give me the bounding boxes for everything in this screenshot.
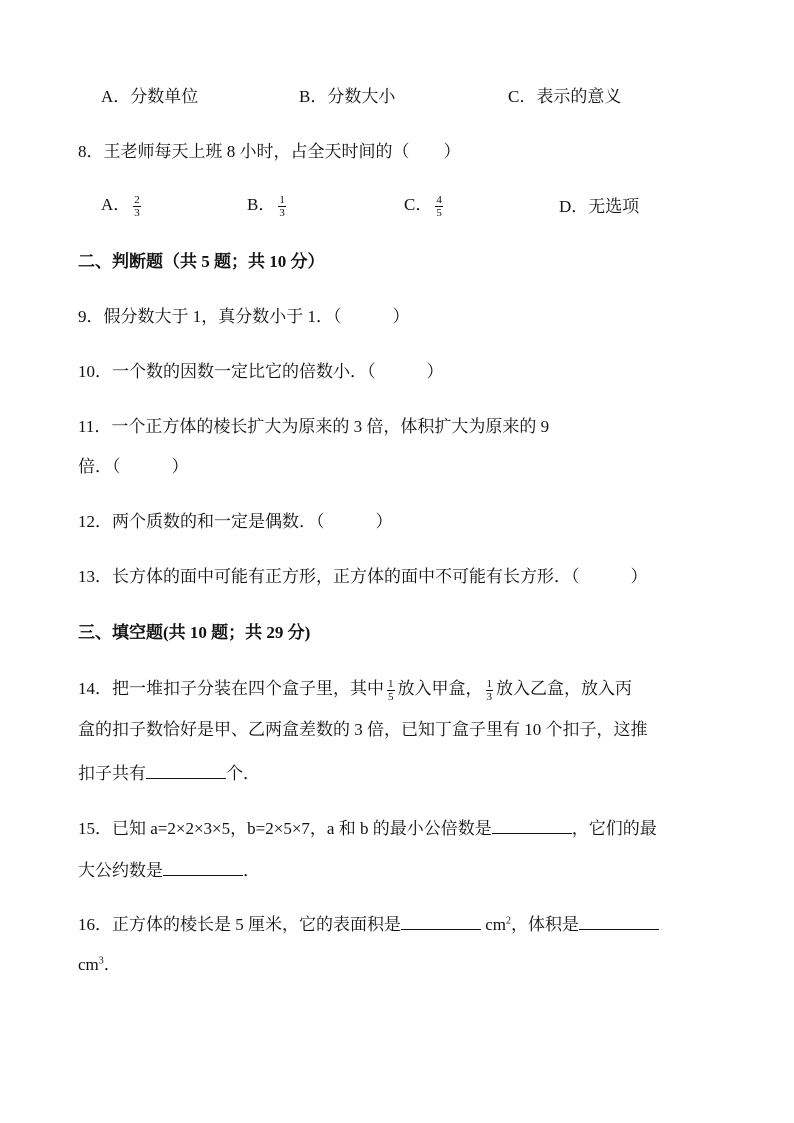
denominator: 3: [486, 690, 492, 703]
numerator: 1: [279, 193, 285, 206]
q7-option-a: [101, 85, 198, 109]
question-text: 扣子共有: [78, 764, 146, 783]
question-14-line1: [78, 677, 632, 703]
numerator: 1: [388, 677, 394, 690]
question-16-line1: [78, 911, 659, 937]
q8-option-d: [559, 195, 639, 219]
question-text: 15．已知 a=2×2×3×5，b=2×5×7，a 和 b 的最小公倍数是: [78, 819, 492, 838]
numerator: 4: [436, 193, 442, 206]
unit: cm: [485, 915, 507, 934]
option-text: 表示的意义: [536, 87, 622, 106]
question-15-line2: [78, 857, 260, 883]
question-8: 8．王老师每天上班 8 小时，占全天时间的（ ）: [78, 142, 461, 161]
denominator: 5: [436, 206, 442, 219]
fraction: [435, 194, 443, 219]
denominator: 5: [388, 690, 394, 703]
option-letter: B．: [247, 195, 276, 214]
question-14-line3: [78, 760, 260, 786]
answer-blank[interactable]: [579, 911, 659, 930]
question-13: 13．长方体的面中可能有正方形，正方体的面中不可能有长方形．（ ）: [78, 567, 648, 586]
option-letter: C．: [404, 195, 433, 214]
question-14-line2: 盒的扣子数恰好是甲、乙两盒差数的 3 倍，已知丁盒子里有 10 个扣子，这推: [78, 720, 648, 739]
question-text: 个．: [226, 764, 260, 783]
denominator: 3: [134, 206, 140, 219]
q8-option-b: [247, 193, 289, 219]
question-text: ．: [243, 861, 260, 880]
numerator: 1: [486, 677, 492, 690]
q8-option-a: [101, 193, 144, 219]
option-letter: D．: [559, 197, 589, 216]
unit-exponent: 3: [98, 955, 104, 967]
question-text: ，体积是: [511, 915, 580, 934]
answer-blank[interactable]: [163, 857, 243, 876]
option-letter: A．: [101, 195, 131, 214]
fraction: [387, 678, 395, 703]
q7-option-b: [299, 85, 395, 109]
question-9: 9．假分数大于 1，真分数小于 1．（ ）: [78, 307, 410, 326]
question-text: 放入乙盒，放入丙: [496, 679, 632, 698]
question-text: 16．正方体的棱长是 5 厘米，它的表面积是: [78, 915, 401, 934]
section-title-judgement: 二、判断题（共 5 题；共 10 分）: [78, 252, 325, 271]
question-10: 10．一个数的因数一定比它的倍数小．（ ）: [78, 362, 444, 381]
fraction: [133, 194, 141, 219]
numerator: 2: [134, 193, 140, 206]
question-text: 14．把一堆扣子分装在四个盒子里，其中: [78, 679, 384, 698]
question-12: 12．两个质数的和一定是偶数．（ ）: [78, 512, 393, 531]
option-letter: A．: [101, 87, 131, 106]
option-letter: B．: [299, 87, 328, 106]
question-text: 大公约数是: [78, 861, 163, 880]
option-text: 分数大小: [327, 87, 396, 106]
unit-exponent: 2: [506, 915, 512, 927]
question-15-line1: [78, 815, 657, 841]
question-text: 放入甲盒，: [397, 679, 483, 698]
q7-option-c: [508, 85, 621, 109]
unit: cm: [78, 955, 99, 974]
option-text: 无选项: [588, 197, 640, 216]
section-title-fill-blank: 三、填空题(共 10 题；共 29 分): [78, 623, 311, 642]
fraction: [278, 194, 286, 219]
question-text: ．: [103, 955, 121, 974]
answer-blank[interactable]: [492, 815, 572, 834]
answer-blank[interactable]: [146, 760, 226, 779]
question-text: ，它们的最: [571, 819, 657, 838]
question-11-line2: 倍．（ ）: [78, 457, 189, 476]
denominator: 3: [279, 206, 285, 219]
option-letter: C．: [508, 87, 537, 106]
question-16-line2: [78, 953, 121, 977]
fraction: [486, 678, 494, 703]
q8-option-c: [404, 193, 446, 219]
answer-blank[interactable]: [401, 911, 481, 930]
option-text: 分数单位: [130, 87, 199, 106]
question-11-line1: 11．一个正方体的棱长扩大为原来的 3 倍，体积扩大为原来的 9: [78, 417, 550, 436]
